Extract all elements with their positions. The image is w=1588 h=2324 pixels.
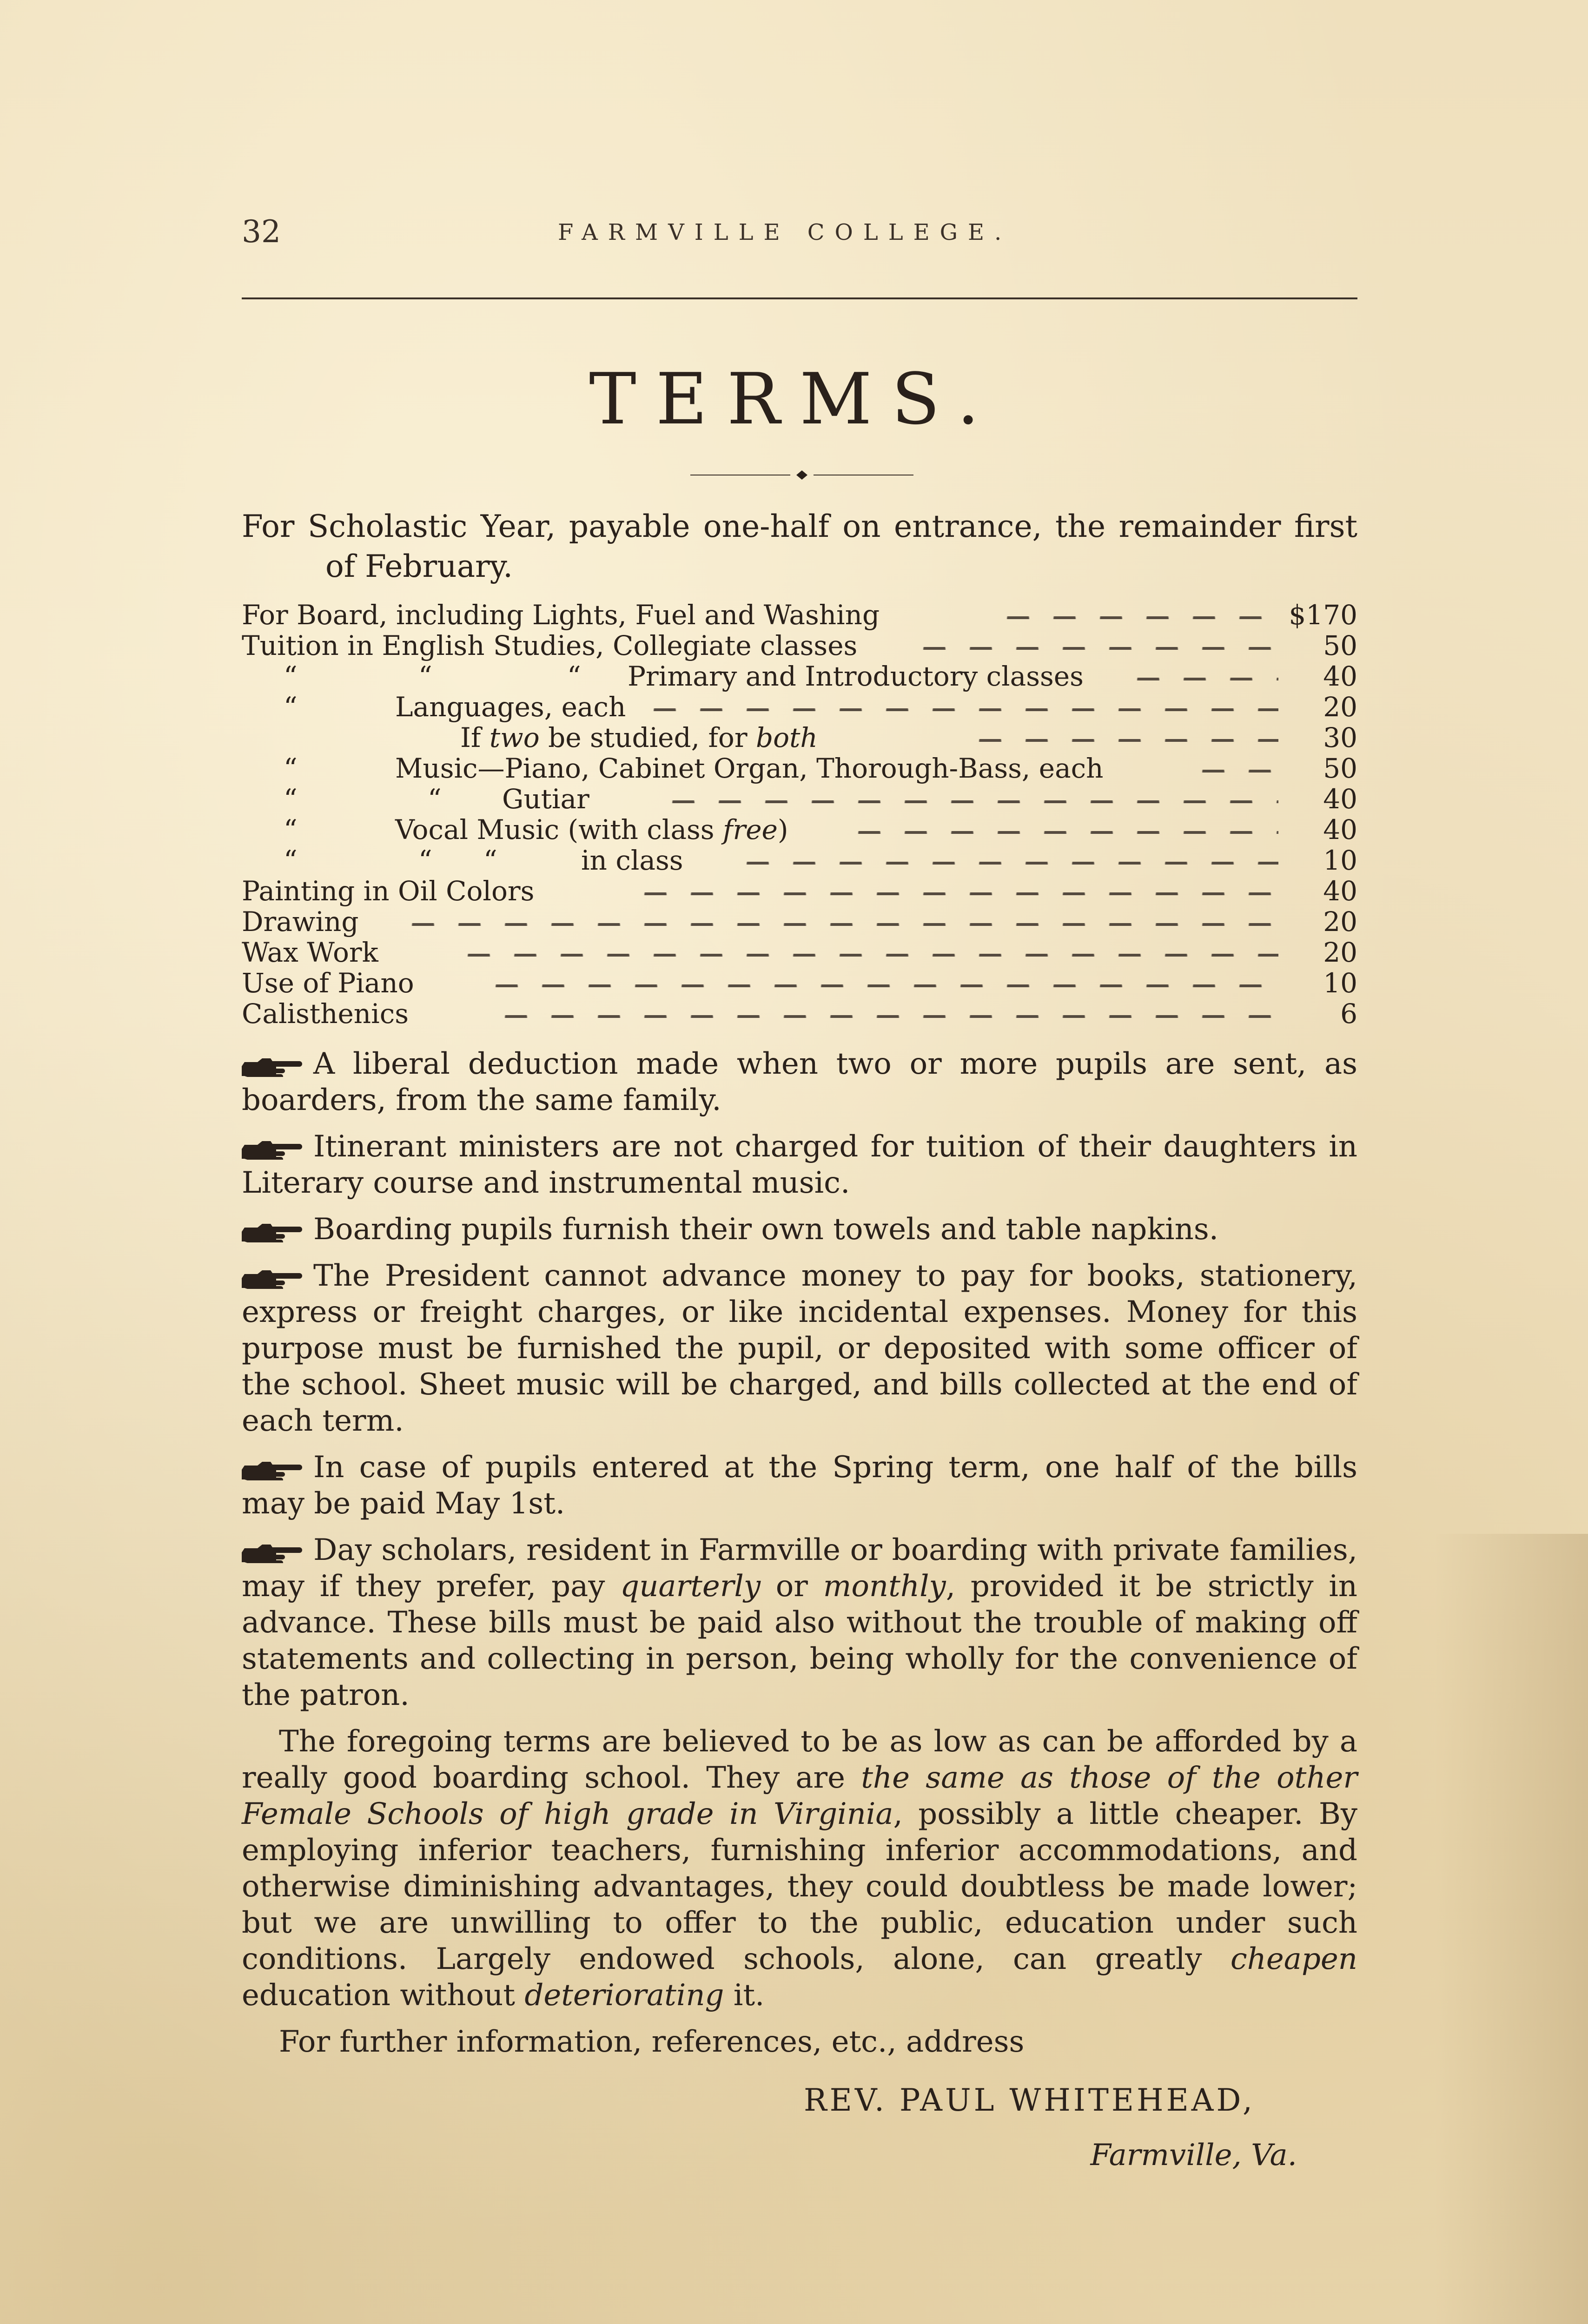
fee-price: 40 <box>1323 814 1357 845</box>
fee-row <box>242 968 1357 998</box>
leader-dots <box>967 739 1278 742</box>
leader-dots <box>846 831 1278 834</box>
fee-label: Use of Piano <box>242 967 414 999</box>
fee-price: 20 <box>1323 906 1357 938</box>
fee-row <box>242 937 1357 968</box>
fee-label: If two be studied, for both <box>460 722 818 753</box>
page-title: TERMS. <box>589 358 999 440</box>
fee-row <box>242 692 1357 722</box>
signatory-place: Farmville, Va. <box>1090 2138 1297 2172</box>
notes-section <box>242 1046 1357 2070</box>
fee-price: 10 <box>1323 967 1357 999</box>
note-incidental-expenses: The President cannot advance money to pay for books, stationery, express or freight charges, or like incidental expenses. Money for this purpose must be furnished the pupil, or deposited with some officer of the school. Sheet music will be charged, and bills collected at the end of each term. <box>242 1258 1357 1439</box>
fee-price: 10 <box>1323 845 1357 876</box>
closing-paragraph: The foregoing terms are believed to be as low as can be afforded by a really good boarding school. They are the same as those of the other Female Schools of high grade in Virginia, possibly a little cheaper. By employing inferior teachers, furnishing inferior accommodations, and otherwise diminishing advantages, they could doubtless be made lower; but we are unwilling to offer to the public, education under such conditions. Largely endowed schools, alone, can greatly cheapen education without deteriorating it. <box>242 1724 1357 2013</box>
ditto-mark: “ <box>418 660 432 692</box>
ornament-divider-icon <box>690 469 913 481</box>
note-towels: Boarding pupils furnish their own towels and table napkins. <box>242 1211 1357 1248</box>
fee-label: For Board, including Lights, Fuel and Washing <box>242 599 880 631</box>
running-title: FARMVILLE COLLEGE. <box>558 219 1012 245</box>
ditto-mark: “ <box>567 660 581 692</box>
ditto-mark: “ <box>284 691 298 723</box>
fee-price: 6 <box>1340 998 1357 1030</box>
pointing-hand-icon <box>242 1221 307 1242</box>
page-number: 32 <box>242 214 281 250</box>
ditto-mark: “ <box>284 845 298 876</box>
fee-price: 30 <box>1323 722 1357 753</box>
fee-price: $170 <box>1289 599 1357 631</box>
leader-dots <box>483 984 1278 987</box>
fee-price: 40 <box>1323 783 1357 815</box>
ditto-mark: “ <box>483 845 497 876</box>
fee-label: Gutiar <box>502 783 589 815</box>
fee-row <box>242 722 1357 753</box>
leader-dots <box>995 616 1278 619</box>
pointing-hand-icon <box>242 1542 307 1563</box>
fee-label: Tuition in English Studies, Collegiate classes <box>242 630 858 661</box>
ditto-mark: “ <box>284 660 298 692</box>
contact-line: For further information, references, etc., address <box>279 2025 1025 2059</box>
intro-paragraph <box>242 507 1357 587</box>
leader-dots <box>493 1015 1278 1018</box>
fee-price: 40 <box>1323 875 1357 907</box>
fee-row <box>242 814 1357 845</box>
fee-label: Painting in Oil Colors <box>242 875 535 907</box>
note-ministers: Itinerant ministers are not charged for tuition of their daughters in Literary course and instrumental music. <box>242 1129 1357 1201</box>
page-header <box>242 214 1357 256</box>
fee-row <box>242 600 1357 630</box>
fee-price: 20 <box>1323 691 1357 723</box>
fee-row <box>242 906 1357 937</box>
leader-dots <box>1190 770 1278 772</box>
signatory-name: REV. PAUL WHITEHEAD, <box>803 2082 1255 2118</box>
paper-edge-wear <box>1435 1534 1588 2324</box>
fee-price: 20 <box>1323 937 1357 968</box>
fee-row <box>242 845 1357 876</box>
fee-row <box>242 876 1357 906</box>
leader-dots <box>456 954 1278 957</box>
leader-dots <box>1125 678 1278 680</box>
leader-dots <box>632 892 1278 895</box>
fee-label: Calisthenics <box>242 998 409 1030</box>
fee-table <box>242 600 1357 1029</box>
fee-row <box>242 998 1357 1029</box>
ditto-mark: “ <box>284 783 298 815</box>
pointing-hand-icon <box>242 1459 307 1480</box>
fee-label: Primary and Introductory classes <box>628 660 1084 692</box>
header-rule <box>242 297 1357 299</box>
fee-label: Wax Work <box>242 937 378 968</box>
fee-label: Languages, each <box>395 691 626 723</box>
fee-label: in class <box>581 845 683 876</box>
fee-row <box>242 661 1357 692</box>
pointing-hand-icon <box>242 1056 307 1077</box>
leader-dots <box>400 923 1278 926</box>
fee-label: Drawing <box>242 906 359 938</box>
leader-dots <box>642 708 1278 711</box>
fee-price: 40 <box>1323 660 1357 692</box>
leader-dots <box>734 862 1278 865</box>
fee-price: 50 <box>1323 630 1357 661</box>
intro-line-2: of February. <box>325 548 513 584</box>
fee-row <box>242 784 1357 814</box>
leader-dots <box>660 800 1278 803</box>
fee-price: 50 <box>1323 753 1357 784</box>
fee-label: Music—Piano, Cabinet Organ, Thorough-Bass, each <box>395 753 1104 784</box>
pointing-hand-icon <box>242 1268 307 1289</box>
pointing-hand-icon <box>242 1138 307 1160</box>
note-day-scholars: Day scholars, resident in Farmville or boarding with private families, may if they prefer, pay quarterly or monthly, provided it be strictly in advance. These bills must be paid also without the trouble of making off statements and collecting in person, being wholly for the convenience of the patron. <box>242 1532 1357 1713</box>
ditto-mark: “ <box>418 845 432 876</box>
signature-block <box>242 2082 1357 2222</box>
note-spring-term: In case of pupils entered at the Spring term, one half of the bills may be paid May 1st. <box>242 1449 1357 1522</box>
fee-row <box>242 630 1357 661</box>
ditto-mark: “ <box>428 783 442 815</box>
ditto-mark: “ <box>284 814 298 845</box>
ditto-mark: “ <box>284 753 298 784</box>
fee-label: Vocal Music (with class free) <box>395 814 788 845</box>
intro-line-1: For Scholastic Year, payable one-half on entrance, the remainder first <box>242 508 1357 544</box>
fee-row <box>242 753 1357 784</box>
note-family-deduction: A liberal deduction made when two or more pupils are sent, as boarders, from the same family. <box>242 1046 1357 1118</box>
leader-dots <box>911 647 1278 650</box>
